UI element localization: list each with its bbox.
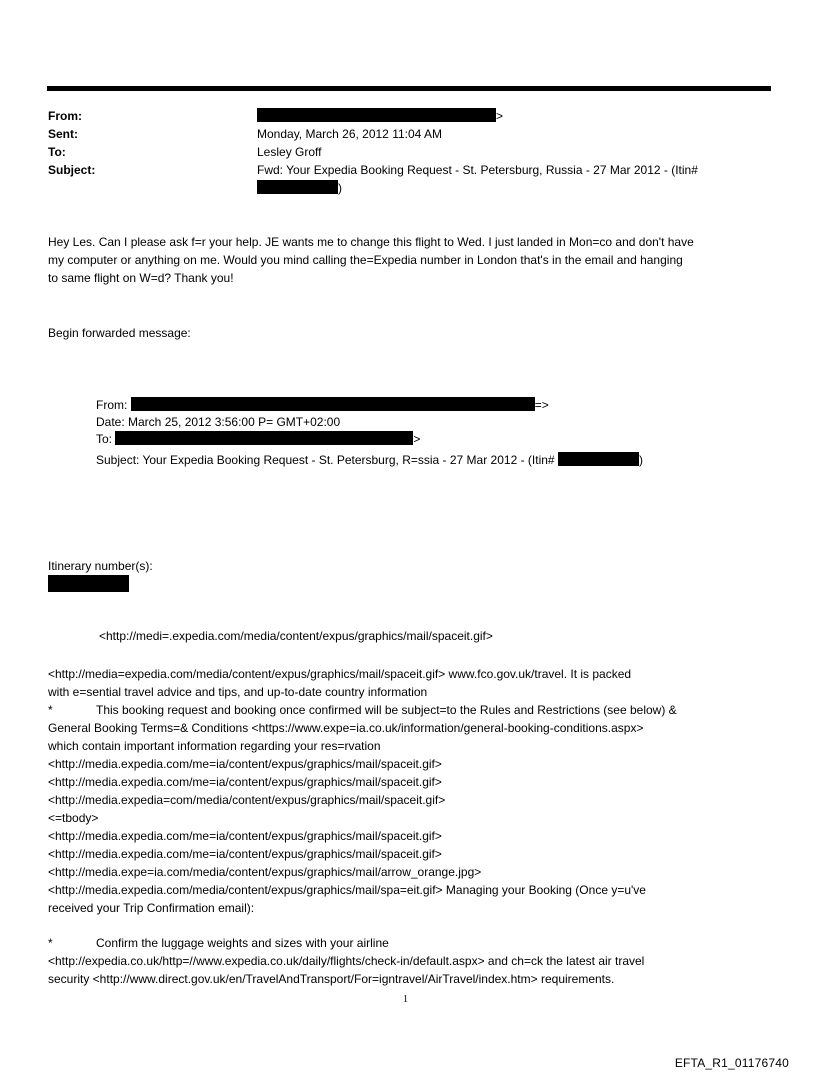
link-line: <http://media.expedia.com/me=ia/content/expus/graphics/mail/spaceit.gif> (48, 757, 442, 771)
link-line: <http://media.expedia.com/me=ia/content/expus/graphics/mail/spaceit.gif> (48, 829, 442, 843)
body-line: received your Trip Confirmation email): (48, 901, 255, 915)
header-rule (47, 86, 771, 91)
to-label: To: (48, 145, 66, 159)
link-line: security <http://www.direct.gov.uk/en/TravelAndTransport/For=igntravel/AirTravel/index.htm> requirements. (48, 972, 615, 986)
fwd-to-label: To: (96, 432, 113, 446)
sent-label: Sent: (48, 127, 78, 141)
link-line: <http://media.expe=ia.com/media/content/expus/graphics/mail/arrow_orange.jpg> (48, 865, 482, 879)
itinerary-label: Itinerary number(s): (48, 559, 153, 573)
page-number: 1 (403, 994, 408, 1005)
link-line: <http://media=expedia.com/media/content/expus/graphics/mail/spaceit.gif> www.fco.gov.uk/travel. It is packed (48, 667, 632, 681)
fwd-subject-suffix: ) (638, 453, 643, 467)
link-line: General Booking Terms=& Conditions <https://www.expe=ia.co.uk/information/general-booking-conditions.aspx> (48, 721, 644, 735)
bullet-line (48, 701, 778, 719)
from-value (257, 107, 503, 125)
link-line: <http://media.expedia.com/me=ia/content/expus/graphics/mail/spaceit.gif> (48, 775, 442, 789)
redaction-block (115, 431, 413, 445)
to-value: Lesley Groff (257, 145, 322, 159)
body-line: which contain important information regarding your res=rvation (48, 739, 381, 753)
bullet-text: Confirm the luggage weights and sizes with your airline (96, 936, 389, 950)
fwd-from-row (96, 396, 549, 414)
fwd-from-suffix: => (534, 398, 549, 412)
fwd-from-label: From: (96, 398, 128, 412)
bates-number: EFTA_R1_01176740 (674, 1056, 789, 1070)
header-sent-row (48, 125, 788, 143)
bullet-text: This booking request and booking once confirmed will be subject=to the Rules and Restrictions (see below) & (96, 703, 677, 717)
body-line: my computer or anything on me. Would you mind calling the=Expedia number in London that's in the email and hanging (48, 253, 683, 267)
fwd-date-row: Date: March 25, 2012 3:56:00 P= GMT+02:00 (96, 415, 341, 429)
bullet-star: * (48, 936, 53, 950)
link-line: <http://media.expedia.com/media/content/expus/graphics/mail/spa=eit.gif> Managing your Booking (Once y=u've (48, 883, 646, 897)
bullet-line (48, 934, 778, 952)
fwd-subject-text: Subject: Your Expedia Booking Request - St. Petersburg, R=ssia - 27 Mar 2012 - (Itin# (96, 453, 555, 467)
link-line: <http://media.expedia=com/media/content/expus/graphics/mail/spaceit.gif> (48, 793, 446, 807)
fwd-subject-row (96, 451, 643, 469)
subject-label: Subject: (48, 163, 96, 177)
subject-value-cont (257, 179, 342, 197)
from-suffix: > (496, 109, 504, 123)
redaction-block (257, 108, 496, 122)
link-line: <http://expedia.co.uk/http=//www.expedia.co.uk/daily/flights/check-in/default.aspx> and ch=ck the latest air travel (48, 954, 645, 968)
body-line: <=tbody> (48, 811, 99, 825)
redaction-block (131, 397, 535, 411)
sent-value: Monday, March 26, 2012 11:04 AM (257, 127, 442, 141)
redaction-block (257, 180, 338, 194)
link-line: <http://media.expedia.com/me=ia/content/expus/graphics/mail/spaceit.gif> (48, 847, 442, 861)
begin-forwarded: Begin forwarded message: (48, 326, 191, 340)
redaction-block (558, 452, 639, 466)
header-subject-row-2 (48, 179, 788, 197)
header-from-row (48, 107, 788, 125)
fwd-to-row (96, 430, 420, 448)
from-label: From: (48, 109, 82, 123)
link-line: <http://medi=.expedia.com/media/content/expus/graphics/mail/spaceit.gif> (99, 629, 493, 643)
header-subject-row (48, 161, 788, 179)
fwd-to-suffix: > (413, 432, 421, 446)
subject-value: Fwd: Your Expedia Booking Request - St. Petersburg, Russia - 27 Mar 2012 - (Itin# (257, 163, 698, 177)
body-line: to same flight on W=d? Thank you! (48, 271, 234, 285)
bullet-star: * (48, 703, 53, 717)
itinerary-redaction (48, 575, 129, 592)
body-line: with e=sential travel advice and tips, and up-to-date country information (48, 685, 428, 699)
header-to-row (48, 143, 788, 161)
body-line: Hey Les. Can I please ask f=r your help. JE wants me to change this flight to Wed. I just landed in Mon=co and don't have (48, 235, 694, 249)
subject-suffix: ) (338, 181, 342, 195)
